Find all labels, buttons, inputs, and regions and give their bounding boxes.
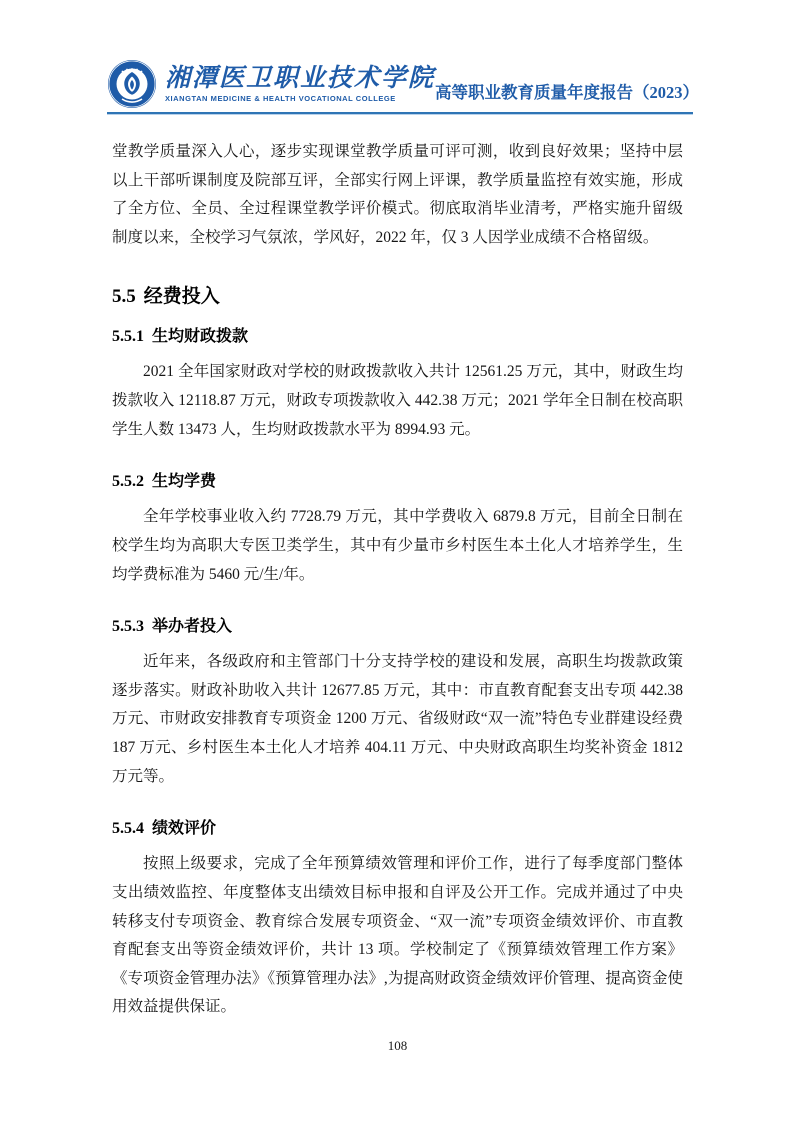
section-title: 经费投入 [143,286,220,308]
college-logo-icon [107,59,157,109]
subsection-title: 生均财政拨款 [152,328,249,346]
paragraph-performance-evaluation: 按照上级要求，完成了全年预算绩效管理和评价工作，进行了每季度部门整体支出绩效监控、年度整体支出绩效目标申报和自评及公开工作。完成并通过了中央转移支付专项资金、教育综合发展专项资金、“双一流”专项资金绩效评价、市直教育配套支出等资金绩效评价，共计 13 项。学校制定了《预算绩效管理工作方案》《专项资金管理办法》《预算管理办法》,为提高财政资金绩效评价管理、提高资金使用效益提供保证。 [112,855,683,1016]
subsection-heading-5-5-1 [112,327,683,346]
document-content [112,138,683,1022]
subsection-heading-5-5-2 [112,472,683,491]
page-footer [112,1038,683,1054]
section-number: 5.5 [112,286,136,308]
subsection-title: 生均学费 [152,473,217,491]
subsection-number: 5.5.2 [112,473,144,491]
subsection-number: 5.5.4 [112,820,144,838]
subsection-heading-5-5-3 [112,617,683,636]
page-number: 108 [387,1038,408,1053]
section-heading-5-5 [112,286,683,309]
header-divider [107,112,693,115]
subsection-title: 绩效评价 [152,820,217,838]
subsection-heading-5-5-4 [112,819,683,838]
college-brand [107,59,435,109]
college-name-english: XIANGTAN MEDICINE & HEALTH VOCATIONAL COLLEGE [165,93,396,103]
subsection-number: 5.5.1 [112,328,144,346]
subsection-title: 举办者投入 [152,618,233,636]
paragraph-fiscal-appropriation: 2021 全年国家财政对学校的财政拨款收入共计 12561.25 万元，其中，财政生均拨款收入 12118.87 万元，财政专项拨款收入 442.38 万元；2021 学年全日制在校高职学生人数 13473 人，生均财政拨款水平为 8994.93 元。 [112,363,683,438]
paragraph-teaching-quality: 堂教学质量深入人心，逐步实现课堂教学质量可评可测，收到良好效果；坚持中层以上干部听课制度及院部互评，全部实行网上评课，教学质量监控有效实施，形成了全方位、全员、全过程课堂教学评价模式。彻底取消毕业清考，严格实施升留级制度以来，全校学习气氛浓，学风好，2022 年，仅 3 人因学业成绩不合格留级。 [112,143,683,246]
paragraph-sponsor-investment: 近年来，各级政府和主管部门十分支持学校的建设和发展，高职生均拨款政策逐步落实。财政补助收入共计 12677.85 万元，其中：市直教育配套支出专项 442.38 万元、市财政安排教育专项资金 1200 万元、省级财政“双一流”特色专业群建设经费 187 万元、乡村医生本土化人才培养 404.11 万元、中央财政高职生均奖补资金 1812 万元等。 [112,653,683,785]
page-header [107,58,700,110]
college-name-block [165,66,435,103]
paragraph-tuition: 全年学校事业收入约 7728.79 万元，其中学费收入 6879.8 万元，目前全日制在校学生均为高职大专医卫类学生，其中有少量市乡村医生本土化人才培养学生，生均学费标准为 5460 元/生/年。 [112,508,683,583]
college-name-chinese: 湘潭医卫职业技术学院 [165,64,436,92]
subsection-number: 5.5.3 [112,618,144,636]
report-title: 高等职业教育质量年度报告（2023） [435,83,700,102]
